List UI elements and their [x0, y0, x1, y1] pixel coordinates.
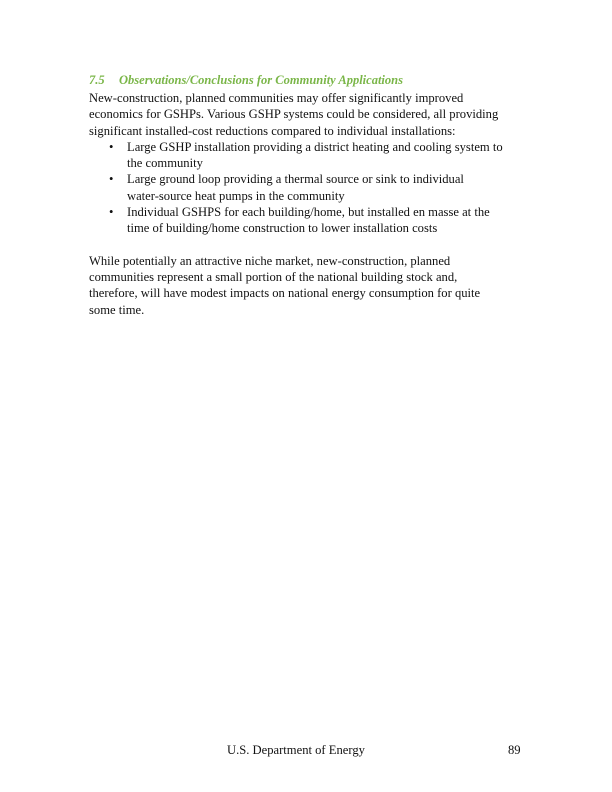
text-line: water-source heat pumps in the community: [127, 188, 345, 203]
text-line: therefore, will have modest impacts on national energy consumption for quite: [89, 286, 481, 301]
text-line: New-construction, planned communities may offer significantly improved: [89, 91, 464, 105]
text-line: Large GSHP installation providing a district heating and cooling system to: [127, 139, 503, 154]
footer-organization: U.S. Department of Energy: [227, 743, 365, 757]
paragraph-spacer: [89, 237, 529, 253]
section-body: [89, 90, 529, 318]
text-line: time of building/home construction to lower installation costs: [127, 221, 438, 236]
text-line: Individual GSHPS for each building/home, but installed en masse at the: [127, 205, 490, 220]
text-line: communities represent a small portion of the national building stock and,: [89, 269, 458, 284]
section-title: Observations/Conclusions for Community Applications: [119, 73, 403, 87]
bullet-icon: •: [109, 172, 114, 187]
text-line: While potentially an attractive niche market, new-construction, planned: [89, 253, 451, 268]
bullet-item: [89, 139, 529, 172]
bullet-icon: •: [109, 205, 114, 220]
bullet-item: [89, 171, 529, 204]
bullet-list: [89, 139, 529, 237]
text-line: significant installed-cost reductions compared to individual installations:: [89, 123, 456, 138]
text-line: the community: [127, 156, 203, 171]
section-number: 7.5: [89, 73, 105, 87]
bullet-item: [89, 204, 529, 237]
intro-paragraph: [89, 90, 529, 139]
conclusion-paragraph: [89, 253, 529, 318]
bullet-icon: •: [109, 139, 114, 154]
text-line: economics for GSHPs. Various GSHP systems could be considered, all providing: [89, 107, 499, 122]
page-number: 89: [508, 743, 521, 757]
text-line: some time.: [89, 302, 145, 317]
section-heading: [89, 73, 403, 88]
text-line: Large ground loop providing a thermal source or sink to individual: [127, 172, 464, 187]
